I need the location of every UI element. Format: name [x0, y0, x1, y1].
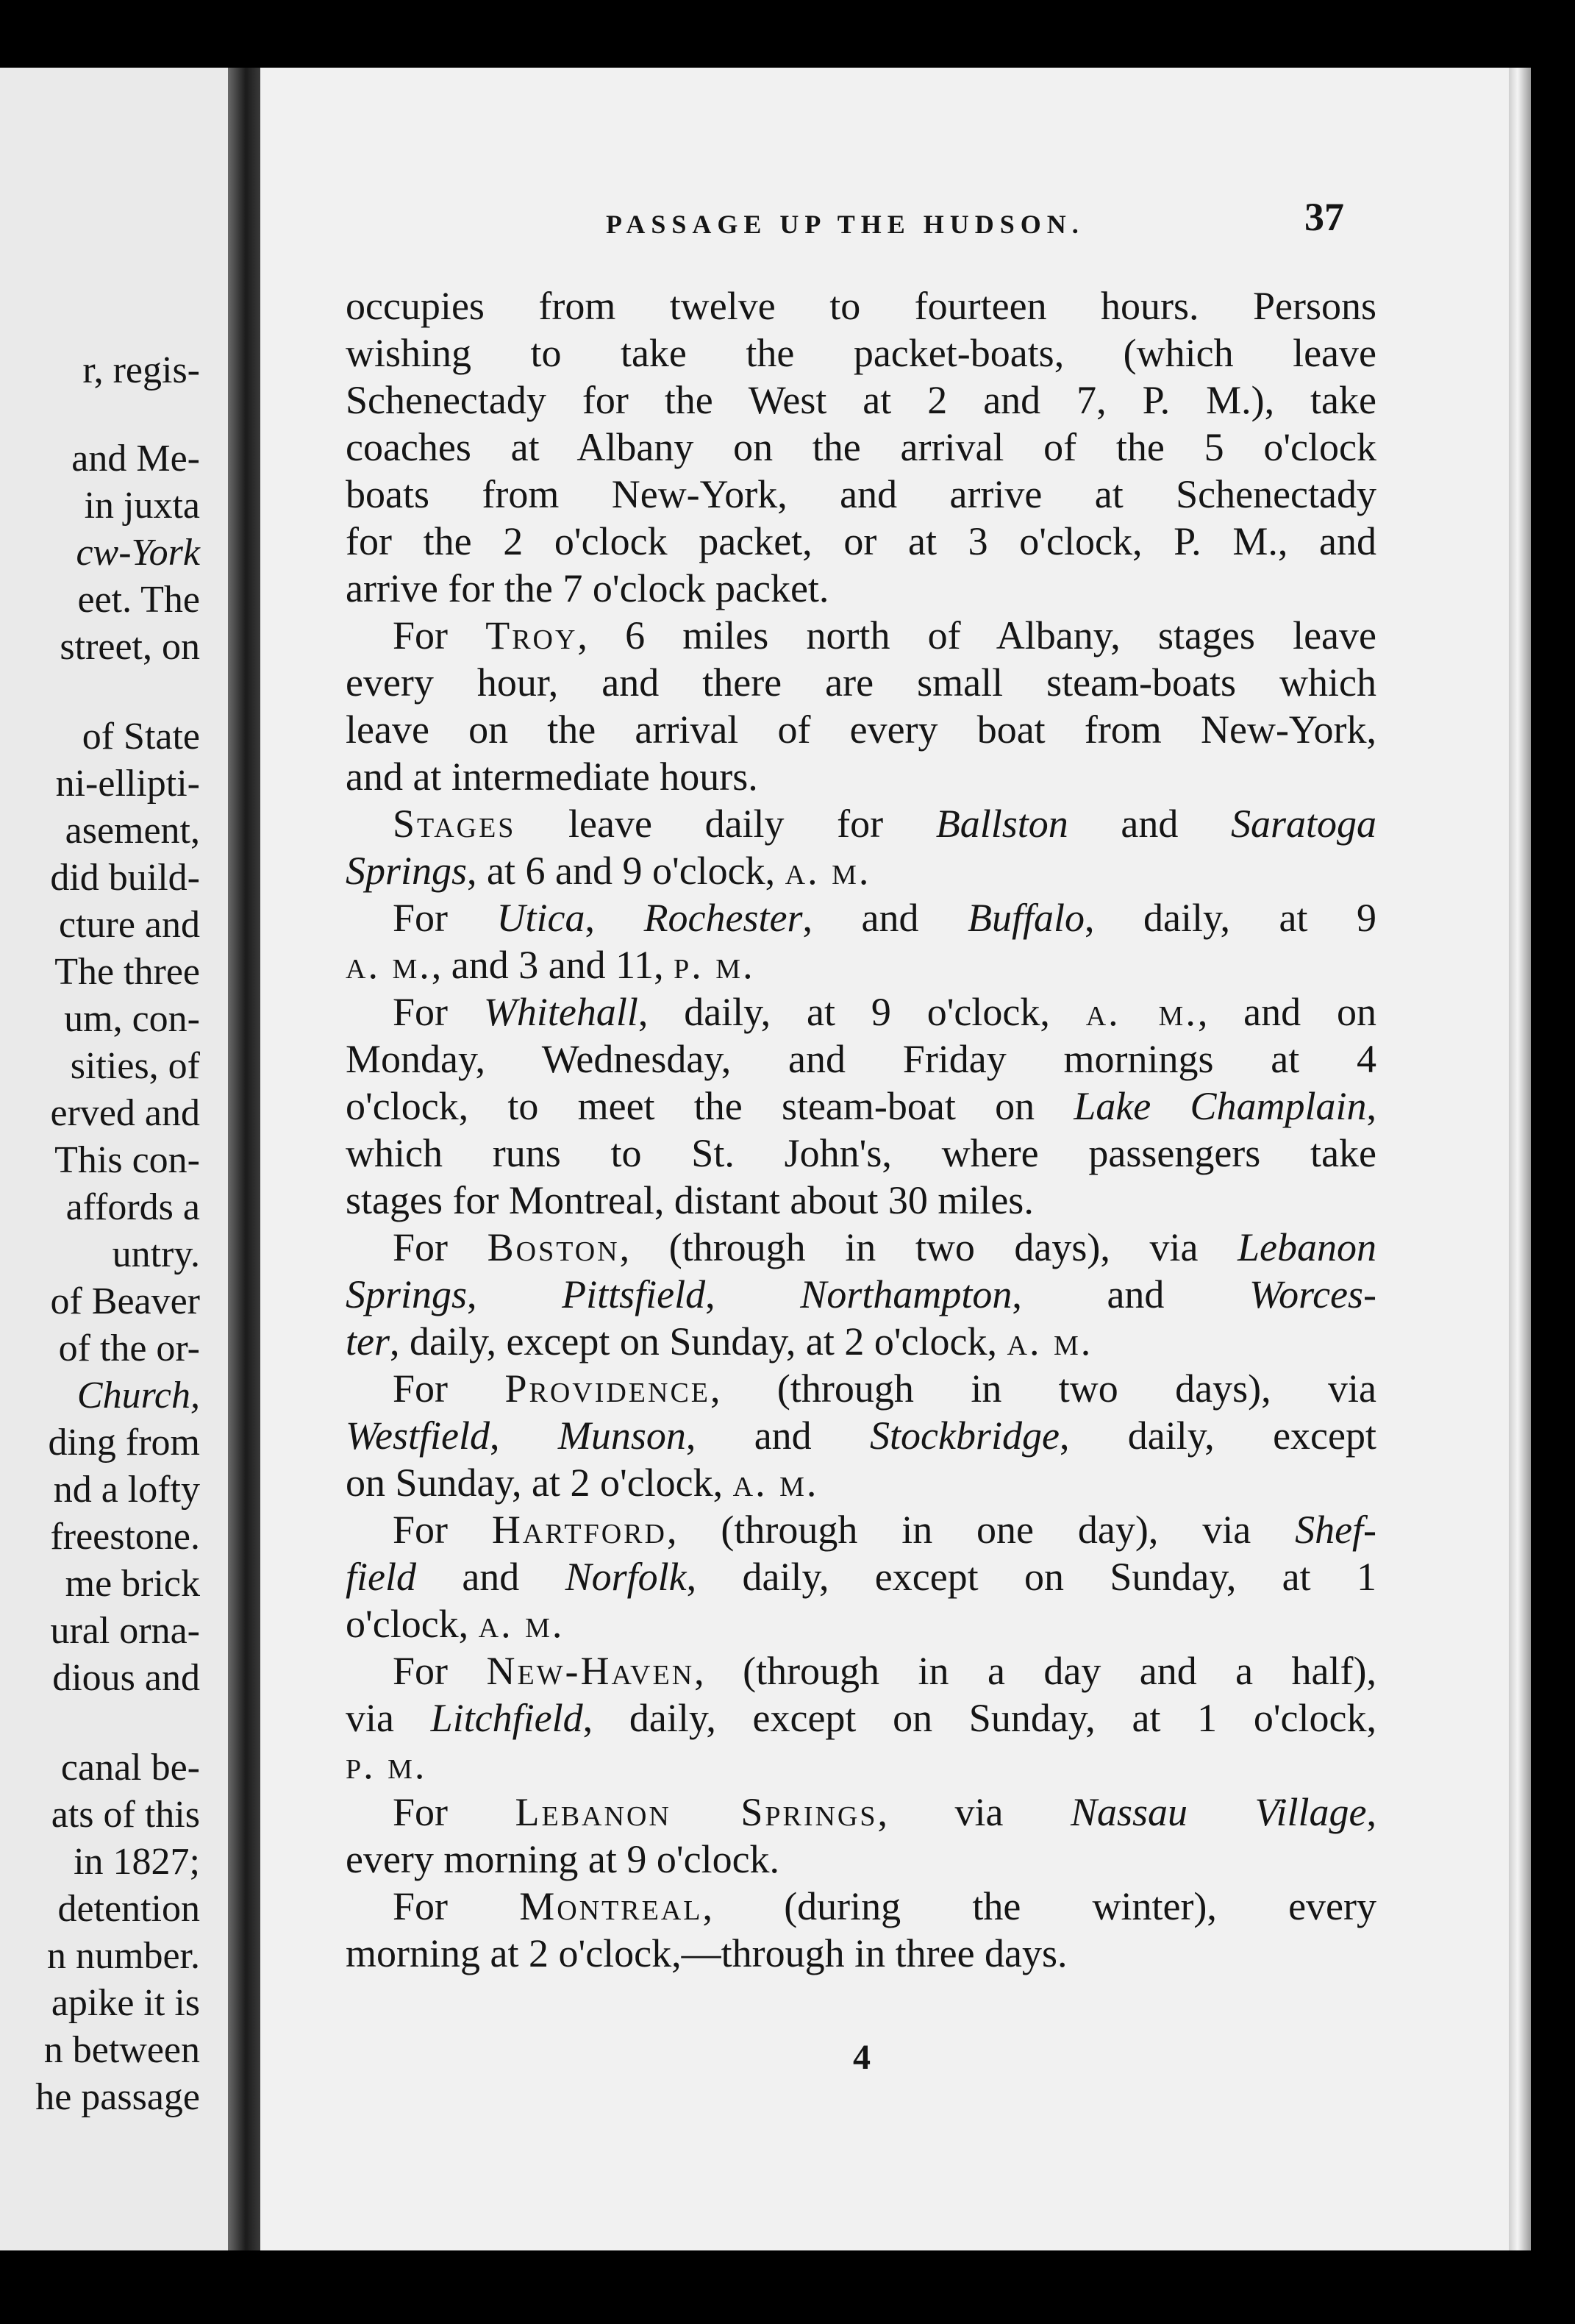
left-line: street, on: [60, 626, 200, 668]
text-line: ter, daily, except on Sunday, at 2 o'clock, a. m.: [346, 1319, 1093, 1364]
left-line: n number.: [47, 1935, 200, 1977]
text-line: For Utica, Rochester, and Buffalo, daily, at 9: [393, 896, 1377, 940]
text-line: every hour, and there are small steam-boats which: [346, 660, 1376, 705]
text-line: stages for Montreal, distant about 30 miles.: [346, 1178, 1034, 1222]
right-page: [260, 68, 1526, 2250]
text-line: Springs, Pittsfield, Northampton, and Worces-: [346, 1272, 1377, 1316]
text-line: for the 2 o'clock packet, or at 3 o'clock, P. M., and: [346, 519, 1376, 563]
text-line: Westfield, Munson, and Stockbridge, daily, except: [346, 1414, 1376, 1458]
text-line: For Boston, (through in two days), via Lebanon: [393, 1225, 1377, 1269]
page-edge: [1509, 68, 1531, 2250]
left-line: n between: [43, 2029, 200, 2071]
text-line: coaches at Albany on the arrival of the 5 o'clock: [346, 425, 1376, 469]
text-line: and at intermediate hours.: [346, 755, 758, 799]
text-line: occupies from twelve to fourteen hours. Persons: [346, 284, 1376, 328]
text-line: For Whitehall, daily, at 9 o'clock, a. m., and on: [393, 990, 1377, 1034]
left-line: eet. The: [77, 579, 200, 621]
left-line: affords a: [65, 1186, 200, 1228]
page-number: 37: [1304, 195, 1344, 239]
left-line: Church,: [76, 1375, 200, 1416]
left-line: asement,: [65, 810, 200, 852]
left-line: freestone.: [50, 1516, 200, 1558]
text-line: For Montreal, (during the winter), every: [393, 1884, 1376, 1928]
text-line: Springs, at 6 and 9 o'clock, a. m.: [346, 849, 871, 893]
left-line: r, regis-: [82, 349, 200, 391]
text-line: boats from New-York, and arrive at Schenectady: [346, 472, 1376, 516]
left-line: in juxta: [84, 485, 200, 527]
left-line: apike it is: [51, 1982, 200, 2024]
running-head: PASSAGE UP THE HUDSON.: [606, 210, 1085, 239]
left-page: [0, 68, 250, 2250]
left-line: of Beaver: [50, 1280, 200, 1322]
left-line: of the or-: [58, 1327, 200, 1369]
text-line: field and Norfolk, daily, except on Sunday, at 1: [346, 1555, 1376, 1599]
left-line: he passage: [35, 2076, 200, 2118]
text-line: on Sunday, at 2 o'clock, a. m.: [346, 1461, 819, 1505]
text-line: Schenectady for the West at 2 and 7, P. M.), take: [346, 378, 1376, 422]
text-line: leave on the arrival of every boat from New-York,: [346, 707, 1376, 752]
left-line: ding from: [48, 1422, 200, 1464]
text-line: For Providence, (through in two days), via: [393, 1366, 1377, 1411]
text-line: p. m.: [346, 1743, 427, 1787]
left-line: me brick: [65, 1563, 200, 1605]
left-line: of State: [82, 716, 200, 758]
left-line: cw-York: [76, 532, 200, 574]
text-line: arrive for the 7 o'clock packet.: [346, 566, 829, 610]
left-line: cture and: [58, 904, 200, 946]
text-line: For Troy, 6 miles north of Albany, stages leave: [393, 613, 1376, 657]
left-line: untry.: [112, 1233, 200, 1275]
text-line: morning at 2 o'clock,—through in three days.: [346, 1931, 1068, 1975]
left-line: ats of this: [51, 1794, 200, 1836]
text-line: Monday, Wednesday, and Friday mornings at 4: [346, 1037, 1376, 1081]
left-line: dious and: [52, 1657, 200, 1699]
text-line: Stages leave daily for Ballston and Saratoga: [393, 802, 1376, 846]
text-line: For Hartford, (through in one day), via Shef-: [393, 1508, 1377, 1552]
left-line: erved and: [50, 1092, 200, 1134]
text-line: via Litchfield, daily, except on Sunday, at 1 o'clock,: [346, 1696, 1376, 1740]
left-line: in 1827;: [74, 1841, 200, 1883]
left-line: sities, of: [70, 1045, 200, 1087]
text-line: For Lebanon Springs, via Nassau Village,: [393, 1790, 1376, 1834]
signature-mark: 4: [853, 2038, 871, 2077]
left-line: um, con-: [64, 998, 200, 1040]
text-line: every morning at 9 o'clock.: [346, 1837, 780, 1881]
text-line: a. m., and 3 and 11, p. m.: [346, 943, 755, 987]
left-line: nd a lofty: [53, 1469, 200, 1511]
left-line: The three: [54, 951, 200, 993]
text-line: o'clock, to meet the steam-boat on Lake Champlain,: [346, 1084, 1376, 1128]
text-line: which runs to St. John's, where passengers take: [346, 1131, 1376, 1175]
left-line: detention: [57, 1888, 200, 1930]
left-line: ni-ellipti-: [55, 763, 200, 805]
left-line: did build-: [50, 857, 200, 899]
left-line: canal be-: [60, 1747, 200, 1789]
text-line: For New-Haven, (through in a day and a half),: [393, 1649, 1376, 1693]
left-line: ural orna-: [50, 1610, 200, 1652]
text-line: o'clock, a. m.: [346, 1602, 565, 1646]
left-line: This con-: [54, 1139, 200, 1181]
text-line: wishing to take the packet-boats, (which leave: [346, 331, 1376, 375]
book-gutter: [228, 68, 260, 2250]
left-line: and Me-: [71, 438, 200, 480]
